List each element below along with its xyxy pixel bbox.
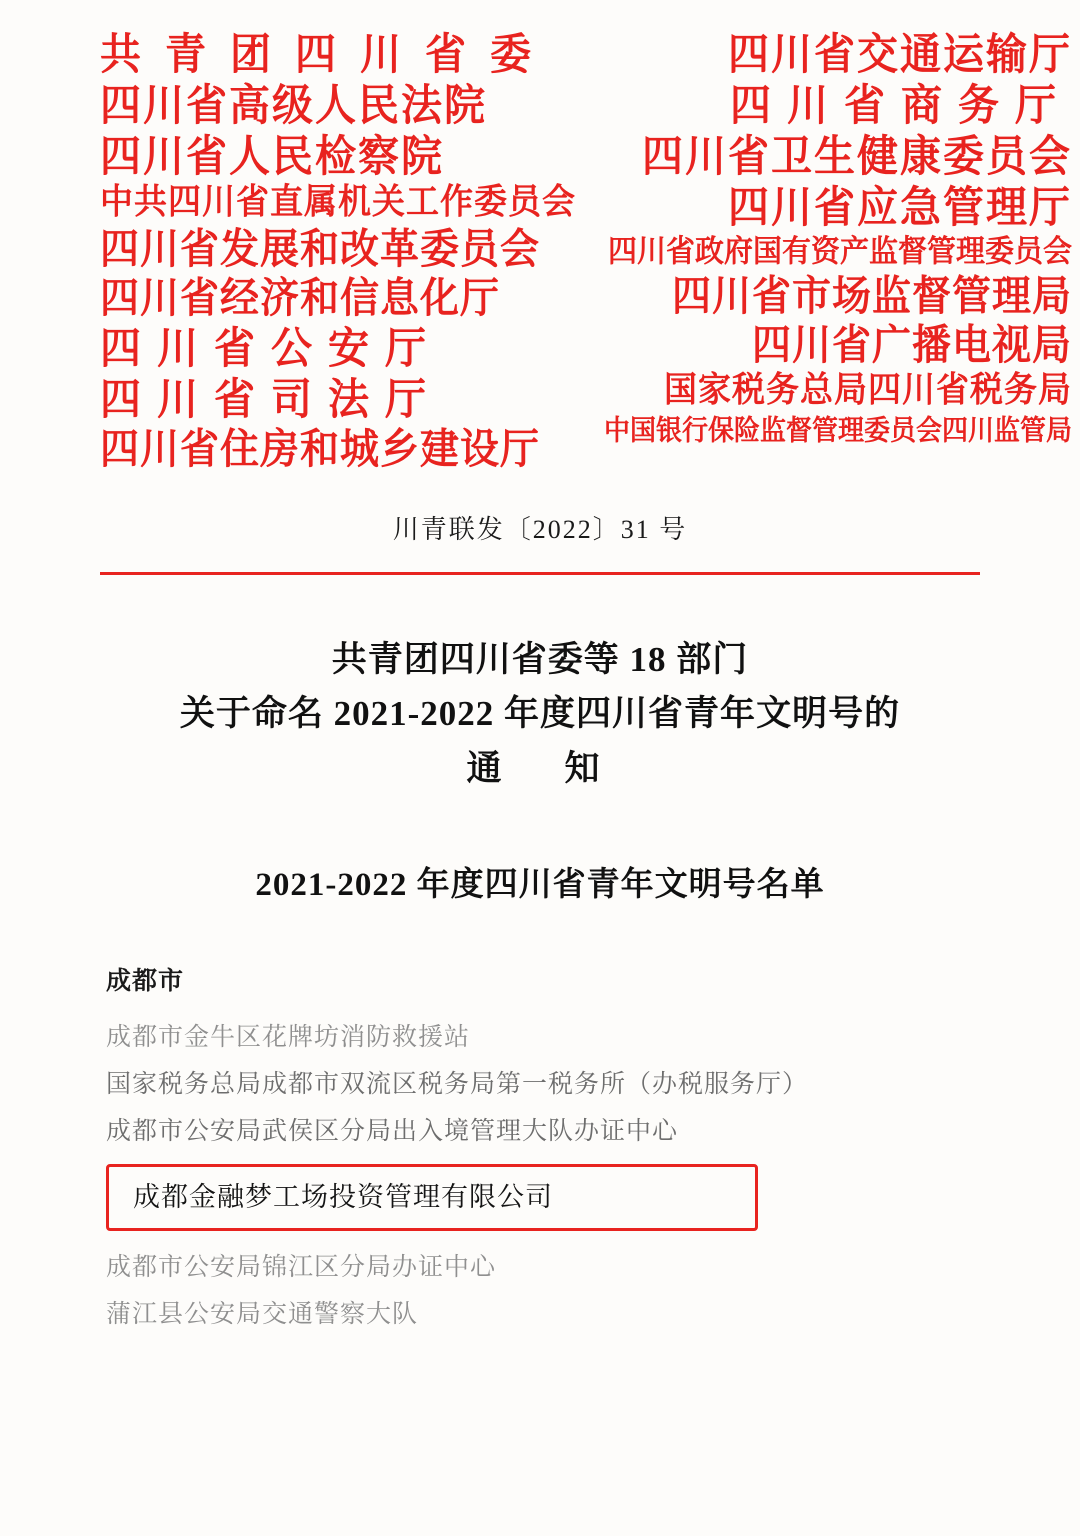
letterhead-agency: 四川省应急管理厅	[728, 182, 1073, 232]
letterhead-agency: 国家税务总局四川省税务局	[664, 371, 1073, 411]
title-line-3: 通 知	[466, 748, 614, 788]
awardee-list	[100, 961, 980, 1337]
document-subtitle: 2021-2022 年度四川省青年文明号名单	[255, 866, 825, 903]
city-heading: 成都市	[106, 965, 185, 995]
letterhead-right-column	[604, 29, 1073, 469]
title-line-1: 共青团四川省委等 18 部门	[331, 640, 749, 679]
letterhead-agency: 四川省广播电视局	[752, 322, 1073, 369]
letterhead-agency: 共青团四川省委	[100, 29, 555, 79]
list-item: 成都市公安局武侯区分局出入境管理大队办证中心	[106, 1115, 679, 1145]
list-item: 国家税务总局成都市双流区税务局第一税务所（办税服务厅）	[106, 1068, 809, 1098]
list-item-highlighted: 成都金融梦工场投资管理有限公司	[133, 1181, 553, 1213]
document-title	[100, 633, 980, 796]
highlighted-entry-box	[106, 1164, 758, 1231]
letterhead-agency: 四川省政府国有资产监督管理委员会	[608, 235, 1073, 269]
red-divider	[100, 572, 980, 575]
letterhead-agency: 四川省人民检察院	[100, 131, 444, 181]
letterhead-agency: 四川省高级人民法院	[100, 80, 487, 130]
letterhead-agency: 四川省商务厅	[730, 80, 1073, 130]
letterhead-agency: 四川省发展和改革委员会	[100, 226, 541, 273]
letterhead-agency: 四川省司法厅	[100, 374, 442, 424]
title-line-2: 关于命名 2021-2022 年度四川省青年文明号的	[179, 694, 901, 734]
list-item: 成都市公安局锦江区分局办证中心	[106, 1251, 497, 1281]
document-number: 川青联发〔2022〕31 号	[392, 515, 688, 544]
list-item: 成都市金牛区花牌坊消防救援站	[106, 1021, 471, 1051]
letterhead-agency: 四川省市场监督管理局	[672, 273, 1073, 320]
letterhead-agency: 四川省经济和信息化厅	[100, 275, 501, 322]
letterhead-agency: 四川省交通运输厅	[728, 29, 1073, 79]
letterhead-agency: 四川省公安厅	[100, 323, 442, 373]
list-item: 蒲江县公安局交通警察大队	[106, 1298, 419, 1328]
letterhead-left-column	[100, 29, 576, 473]
letterhead-agency: 四川省住房和城乡建设厅	[100, 426, 541, 473]
letterhead	[100, 0, 1073, 473]
letterhead-agency: 中共四川省直属机关工作委员会	[100, 183, 576, 223]
letterhead-agency: 四川省卫生健康委员会	[642, 131, 1073, 181]
letterhead-agency: 中国银行保险监督管理委员会四川监管局	[604, 415, 1073, 446]
